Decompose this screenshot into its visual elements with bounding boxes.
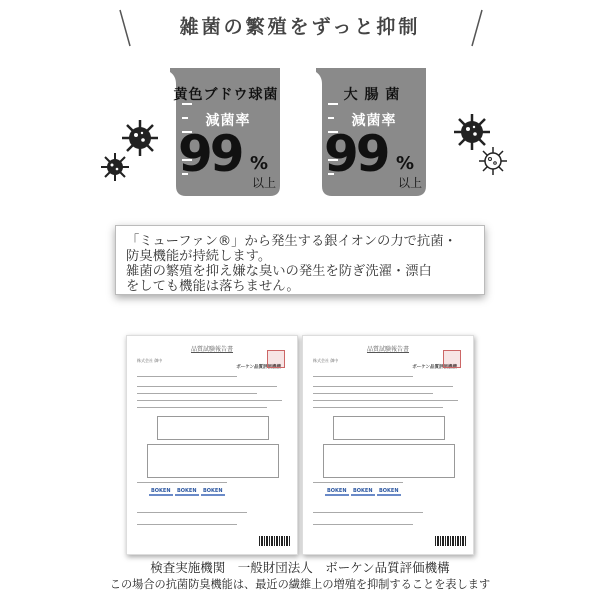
text-line: [137, 512, 247, 513]
germ-outline-icon: [478, 146, 508, 176]
description-line: 防臭機能が持続します。: [126, 249, 272, 264]
boken-logo: BOKEN: [151, 488, 171, 494]
bacteria-name: 黄色ブドウ球菌: [173, 87, 279, 103]
text-line: [137, 407, 267, 408]
function-note: この場合の抗菌防臭機能は、最近の繊維上の増殖を抑制することを表します: [109, 578, 491, 591]
description-line: 雑菌の繁殖を抑え嫌な臭いの発生を防ぎ洗濯・漂白: [126, 264, 432, 279]
boken-logo: BOKEN: [327, 488, 347, 494]
bacteria-name: 大 腸 菌: [343, 87, 401, 103]
text-line: [137, 482, 227, 483]
description-line: をしても機能は落ちません。: [126, 279, 300, 294]
boken-logo: BOKEN: [203, 488, 223, 494]
report-recipient: 株式会社 御中: [137, 358, 163, 363]
report-title: 品質試験報告書: [366, 346, 409, 353]
percent-unit: %: [396, 153, 415, 174]
text-line: [137, 376, 237, 377]
text-line: [313, 407, 443, 408]
description-line: 「ミューファン®」から発生する銀イオンの力で抗菌・: [126, 234, 457, 249]
results-table: [157, 416, 269, 440]
seal-stamp: [443, 350, 461, 368]
reduction-rate-value: 99: [324, 125, 388, 183]
percent-unit: %: [250, 153, 269, 174]
seal-stamp: [267, 350, 285, 368]
text-line: [313, 376, 413, 377]
results-table: [147, 444, 279, 478]
description-box: [115, 225, 485, 295]
testing-institution: 検査実施機関 一般財団法人 ボーケン品質評価機構: [150, 560, 450, 575]
results-table: [323, 444, 455, 478]
text-line: [137, 393, 257, 394]
text-line: [313, 482, 403, 483]
qualifier-text: 以上: [252, 176, 277, 190]
barcode: [435, 536, 467, 546]
report-title: 品質試験報告書: [190, 346, 233, 353]
text-line: [313, 393, 433, 394]
barcode: [259, 536, 291, 546]
report-lab-name: ボーケン品質評価機構: [412, 365, 457, 370]
reduction-rate-label: 減菌率: [351, 113, 397, 129]
report-recipient: 株式会社 御中: [313, 358, 339, 363]
page-title: 雑菌の繁殖をずっと抑制: [179, 16, 421, 38]
text-line: [137, 386, 277, 387]
germ-icon-small: [100, 152, 130, 182]
report-lab-name: ボーケン品質評価機構: [236, 365, 281, 370]
text-line: [313, 524, 413, 525]
text-line: [313, 400, 458, 401]
text-line: [137, 524, 237, 525]
boken-logo: BOKEN: [379, 488, 399, 494]
test-report-document: [126, 335, 298, 555]
test-report-document: [302, 335, 474, 555]
text-line: [313, 512, 423, 513]
badge-e-coli: [314, 68, 426, 196]
badge-staphylococcus: [168, 68, 280, 196]
text-line: [137, 400, 282, 401]
title-slash-right: [470, 8, 484, 48]
boken-logo: BOKEN: [177, 488, 197, 494]
reduction-rate-label: 減菌率: [205, 113, 251, 129]
results-table: [333, 416, 445, 440]
boken-logo: BOKEN: [353, 488, 373, 494]
qualifier-text: 以上: [398, 176, 423, 190]
text-line: [313, 386, 453, 387]
reduction-rate-value: 99: [178, 125, 242, 183]
